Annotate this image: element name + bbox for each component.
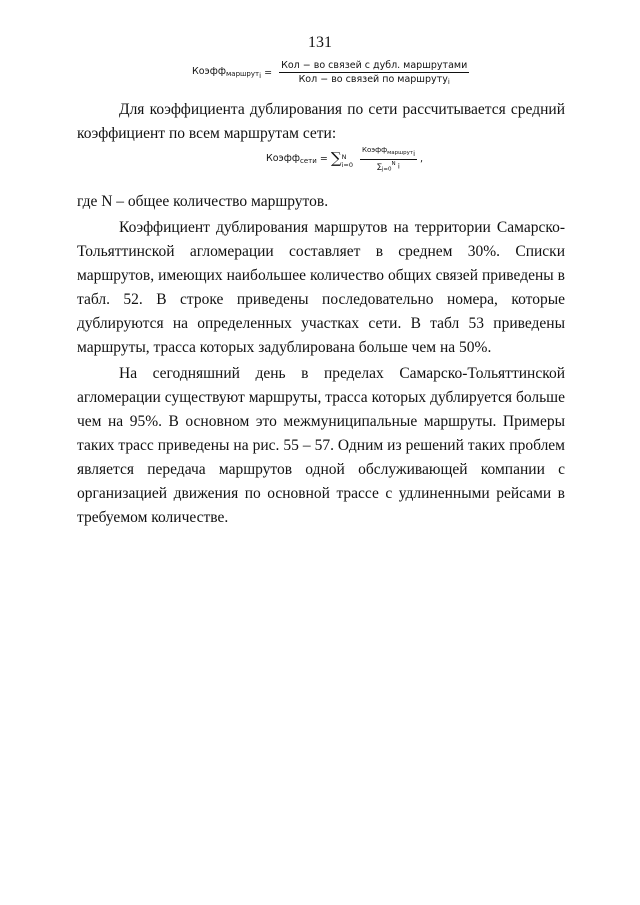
formula2-comma: , <box>420 153 424 165</box>
paragraph-where-n: где N – общее количество маршрутов. <box>77 193 329 210</box>
sigma-symbol: ∑ <box>330 149 342 168</box>
paragraph-duplication-average: Коэффициент дублирования маршрутов на территории Самарско-Тольяттинской агломерации составляет в среднем 30%. Списки маршрутов, имеющих наибольшее количество общих связей приведены в табл. 52. В строке приведены последовательно номера, которые дублируются на определенных участках сети. В табл 53 приведены маршруты, трасса которых задублирована больше чем на 50%. <box>77 219 565 356</box>
formula2-denominator: $\sum_{j=0}^N$ i <box>377 161 400 173</box>
page-number: 131 <box>308 34 332 51</box>
formula-network-coefficient <box>266 146 423 172</box>
formula1-numerator: Кол − во связей с дубл. маршрутами <box>281 60 468 71</box>
formula-route-coefficient <box>192 60 469 86</box>
formula1-equals: = <box>264 67 273 79</box>
formula1-fraction <box>279 60 469 86</box>
formula1-lhs: Коэфф$_{маршрут_i}$ <box>192 66 262 80</box>
paragraph-network-coefficient-intro: Для коэффициента дублирования по сети рассчитывается средний коэффициент по всем маршрутам сети: <box>77 101 565 142</box>
formula2-numerator: Коэфф$_{маршрут_i}$ <box>361 146 416 158</box>
formula2-sum: ∑ N i=0 <box>330 149 353 169</box>
formula1-denominator: Кол − во связей по маршруту$_i$ <box>298 74 450 86</box>
paragraph-duplication-95: На сегодняшний день в пределах Самарско-Тольяттинской агломерации существуют маршруты, трасса которых дублируется больше чем на 95%. В основном это межмуниципальные маршруты. Примеры таких трасс приведены на рис. 55 – 57. Одним из решений таких проблем является передача маршрутов одной обслуживающей компании с организацией движения по основной трассе с удлиненными рейсами в требуемом количестве. <box>77 365 565 526</box>
formula2-equals: = <box>319 153 328 165</box>
formula2-lhs: Коэфф$_{сети}$ <box>266 153 317 166</box>
formula2-fraction <box>360 146 417 172</box>
